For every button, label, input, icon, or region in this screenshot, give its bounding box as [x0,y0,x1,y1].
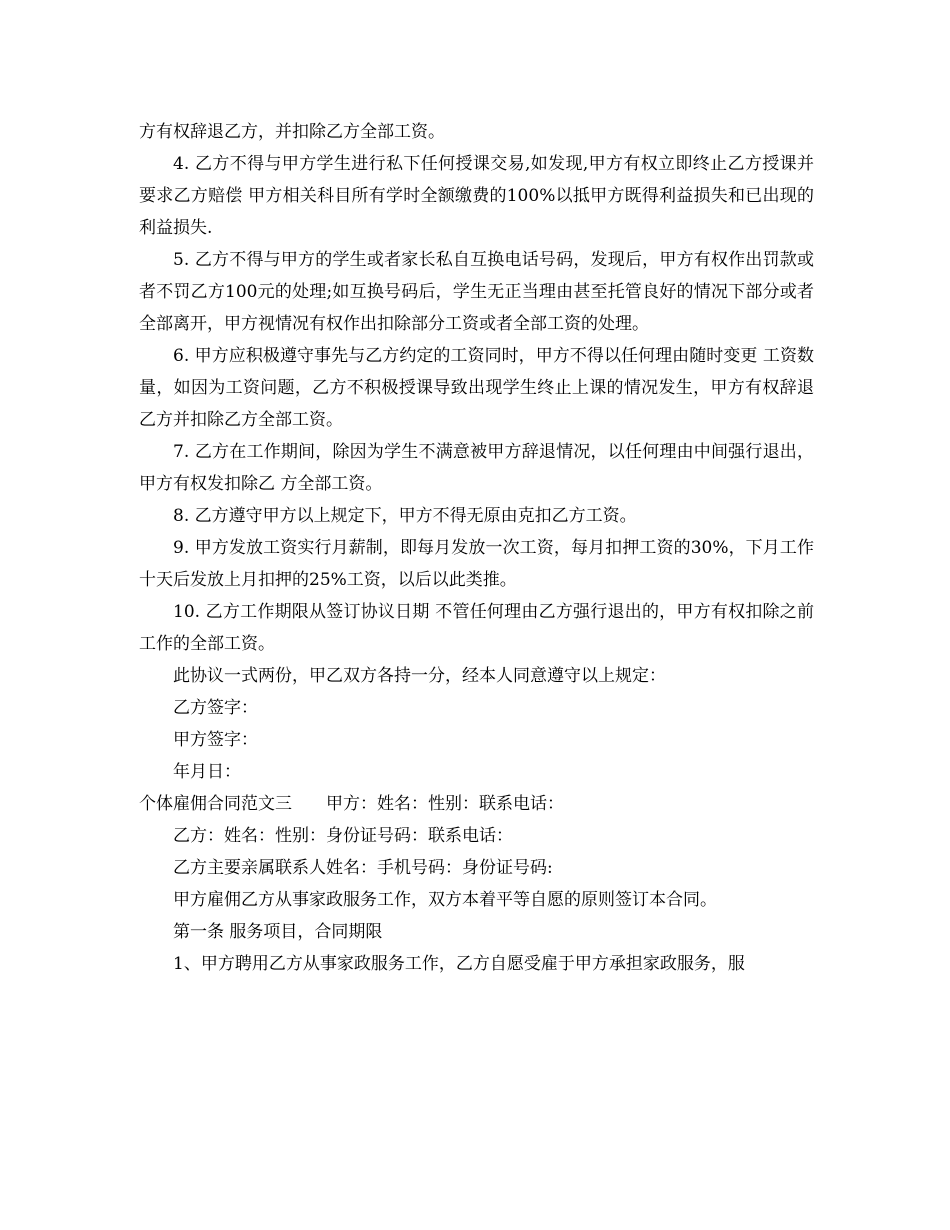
article-1-item-1: 1、甲方聘用乙方从事家政服务工作，乙方自愿受雇于甲方承担家政服务，服 [173,954,745,974]
clause-4: 4. 乙方不得与甲方学生进行私下任何授课交易,如发现,甲方有权立即终止乙方授课并要求乙方赔偿 甲方相关科目所有学时全额缴费的100%以抵甲方既得利益损失和已出现的利益损失. [139,154,814,238]
clause-7: 7. 乙方在工作期间，除因为学生不满意被甲方辞退情况，以任何理由中间强行退出，甲方有权发扣除乙 方全部工资。 [139,442,814,494]
clause-9: 9. 甲方发放工资实行月薪制，即每月发放一次工资，每月扣押工资的30%，下月工作十天后发放上月扣押的25%工资，以后以此类推。 [139,538,814,590]
clause-10: 10. 乙方工作期限从签订协议日期 不管任何理由乙方强行退出的，甲方有权扣除之前工作的全部工资。 [139,602,814,654]
party-a-signature: 甲方签字： [173,730,258,750]
article-1-heading: 第一条 服务项目，合同期限 [173,922,383,942]
clause-8: 8. 乙方遵守甲方以上规定下，甲方不得无原由克扣乙方工资。 [173,506,637,526]
paragraph: 方有权辞退乙方，并扣除乙方全部工资。 [139,122,445,142]
clause-5: 5. 乙方不得与甲方的学生或者家长私自互换电话号码，发现后，甲方有权作出罚款或者不罚乙方100元的处理;如互换号码后，学生无正当理由甚至托管良好的情况下部分或者全部离开，甲方视情况有权作出扣除部分工资或者全部工资的处理。 [139,250,814,334]
clause-6: 6. 甲方应积极遵守事先与乙方约定的工资同时，甲方不得以任何理由随时变更 工资数量，如因为工资问题，乙方不积极授课导致出现学生终止上课的情况发生，甲方有权辞退乙方并扣除乙方全部工资。 [139,346,814,430]
contract-title-and-party-a: 个体雇佣合同范文三 甲方：姓名：性别：联系电话： [139,794,564,814]
agreement-statement: 此协议一式两份，甲乙双方各持一分，经本人同意遵守以上规定： [173,666,666,686]
document-body [139,116,814,980]
relative-contact-info: 乙方主要亲属联系人姓名：手机号码：身份证号码: [173,858,553,878]
contract-preamble: 甲方雇佣乙方从事家政服务工作，双方本着平等自愿的原则签订本合同。 [173,890,717,910]
date-line: 年月日： [173,762,241,782]
party-b-info: 乙方：姓名：性别：身份证号码：联系电话： [173,826,513,846]
party-b-signature: 乙方签字： [173,698,258,718]
